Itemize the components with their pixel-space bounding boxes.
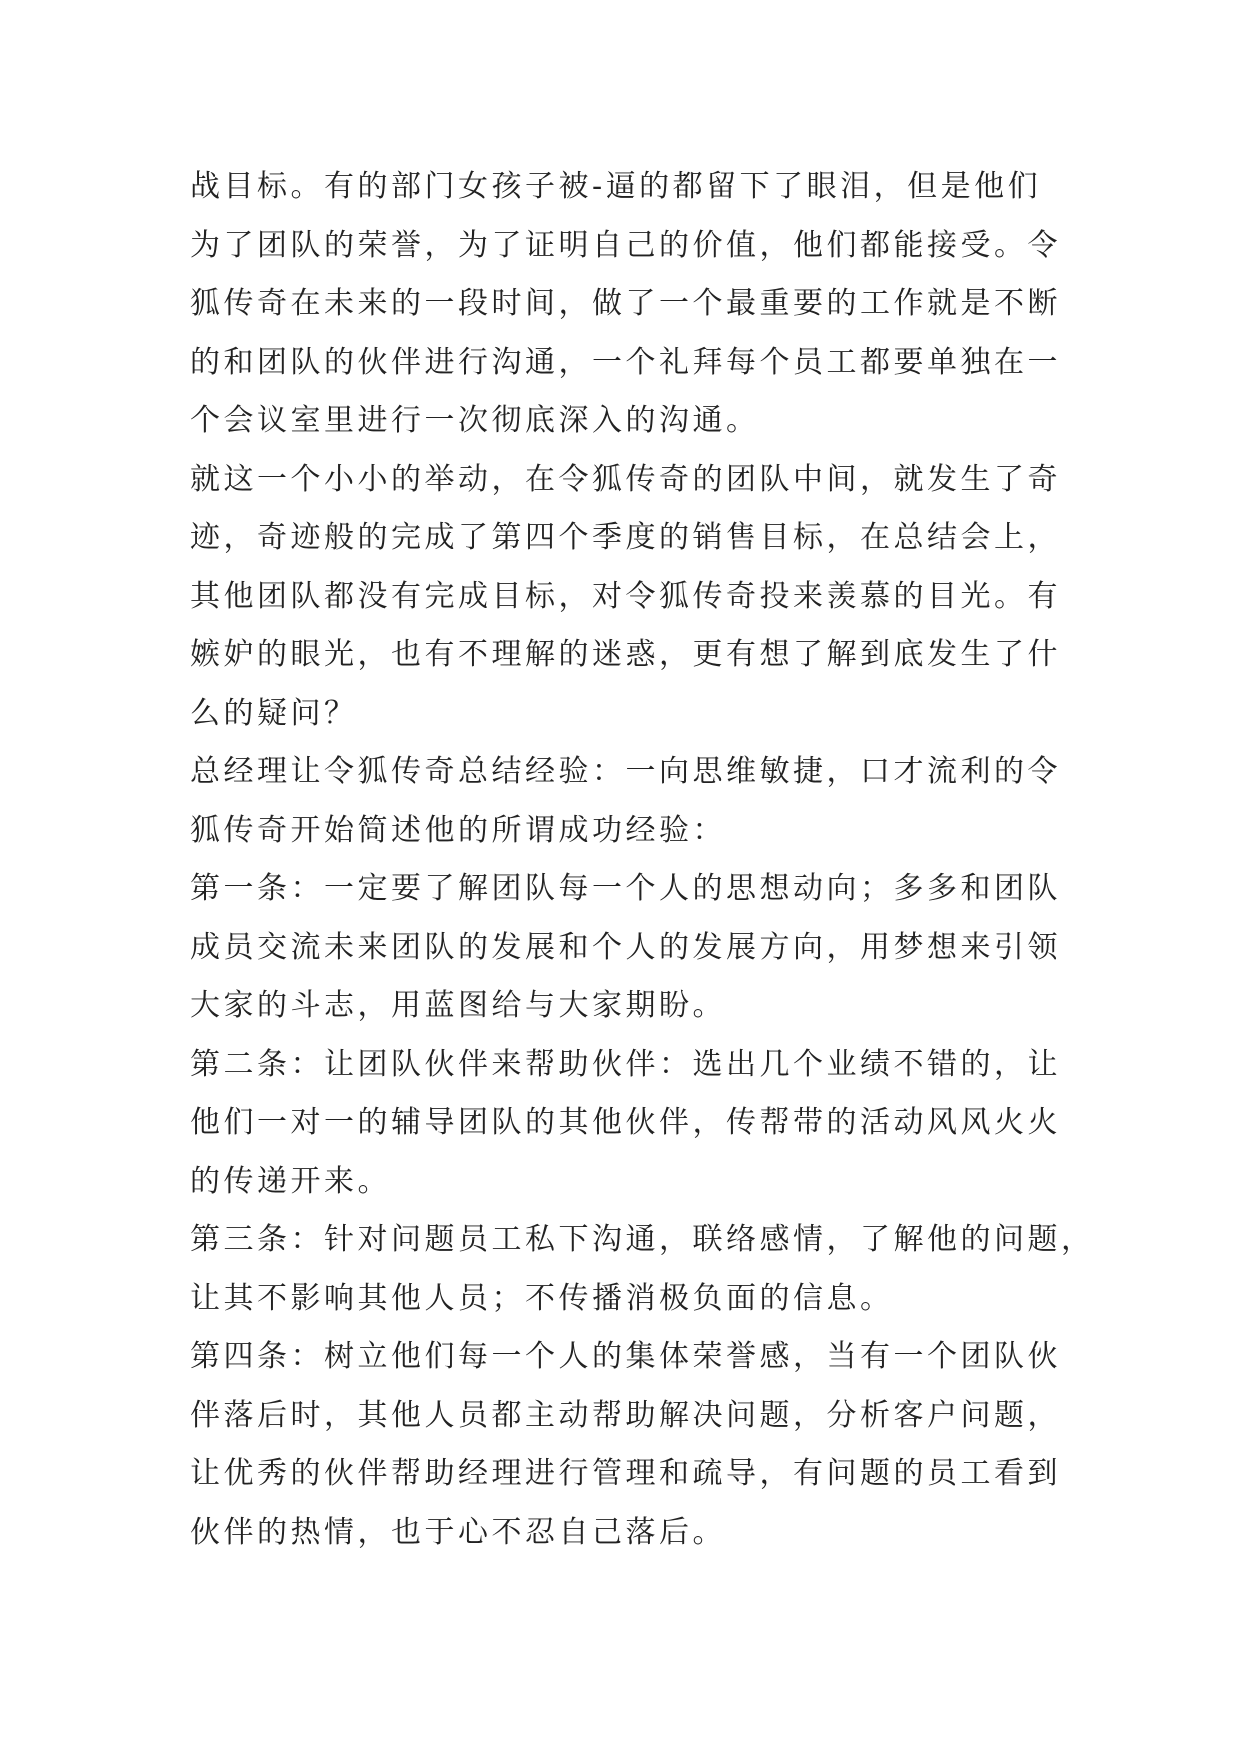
paragraph-1 [190,158,1060,451]
document-body [190,158,1095,1562]
text-line: 的传递开来。 [190,1163,391,1199]
text-line: 的和团队的伙伴进行沟通，一个礼拜每个员工都要单独在一 [190,344,1061,380]
text-line: 个会议室里进行一次彻底深入的沟通。 [190,403,760,438]
text-line: 伙伴的热情，也于心不忍自己落后。 [190,1514,726,1550]
paragraph-3 [190,743,1060,860]
text-line: 让其不影响其他人员；不传播消极负面的信息。 [190,1280,894,1316]
text-line: 就这一个小小的举动，在令狐传奇的团队中间，就发生了奇 [190,461,1061,497]
text-line: 迹，奇迹般的完成了第四个季度的销售目标，在总结会上， [190,520,1061,555]
text-line: 大家的斗志，用蓝图给与大家期盼。 [190,988,726,1023]
text-line: 伴落后时，其他人员都主动帮助解决问题，分析客户问题， [190,1397,1061,1433]
text-line: 第一条：一定要了解团队每一个人的思想动向；多多和团队 [190,871,1061,906]
text-line: 第三条：针对问题员工私下沟通，联络感情，了解他的问题， [190,1222,1095,1257]
text-line: 狐传奇开始简述他的所谓成功经验： [190,812,726,848]
text-line: 其他团队都没有完成目标，对令狐传奇投来羡慕的目光。有 [190,578,1061,614]
text-line: 为了团队的荣誉，为了证明自己的价值，他们都能接受。令 [190,227,1061,263]
text-line: 么的疑问？ [190,695,358,731]
text-line: 他们一对一的辅导团队的其他伙伴，传帮带的活动风风火火 [190,1105,1061,1140]
text-line: 让优秀的伙伴帮助经理进行管理和疏导，有问题的员工看到 [190,1456,1061,1491]
paragraph-7 [190,1328,1060,1562]
text-line: 总经理让令狐传奇总结经验：一向思维敏捷，口才流利的令 [190,754,1061,789]
paragraph-6 [190,1211,1095,1328]
text-line: 嫉妒的眼光，也有不理解的迷惑，更有想了解到底发生了什 [190,637,1061,672]
paragraph-5 [190,1036,1060,1212]
text-line: 第四条：树立他们每一个人的集体荣誉感，当有一个团队伙 [190,1339,1061,1374]
paragraph-4 [190,860,1060,1036]
text-line: 第二条：让团队伙伴来帮助伙伴：选出几个业绩不错的，让 [190,1046,1061,1082]
text-line: 成员交流未来团队的发展和个人的发展方向，用梦想来引领 [190,929,1061,965]
text-line: 狐传奇在未来的一段时间，做了一个最重要的工作就是不断 [190,286,1061,321]
text-line: 战目标。有的部门女孩子被-逼的都留下了眼泪，但是他们 [190,169,1042,204]
paragraph-2 [190,451,1060,744]
